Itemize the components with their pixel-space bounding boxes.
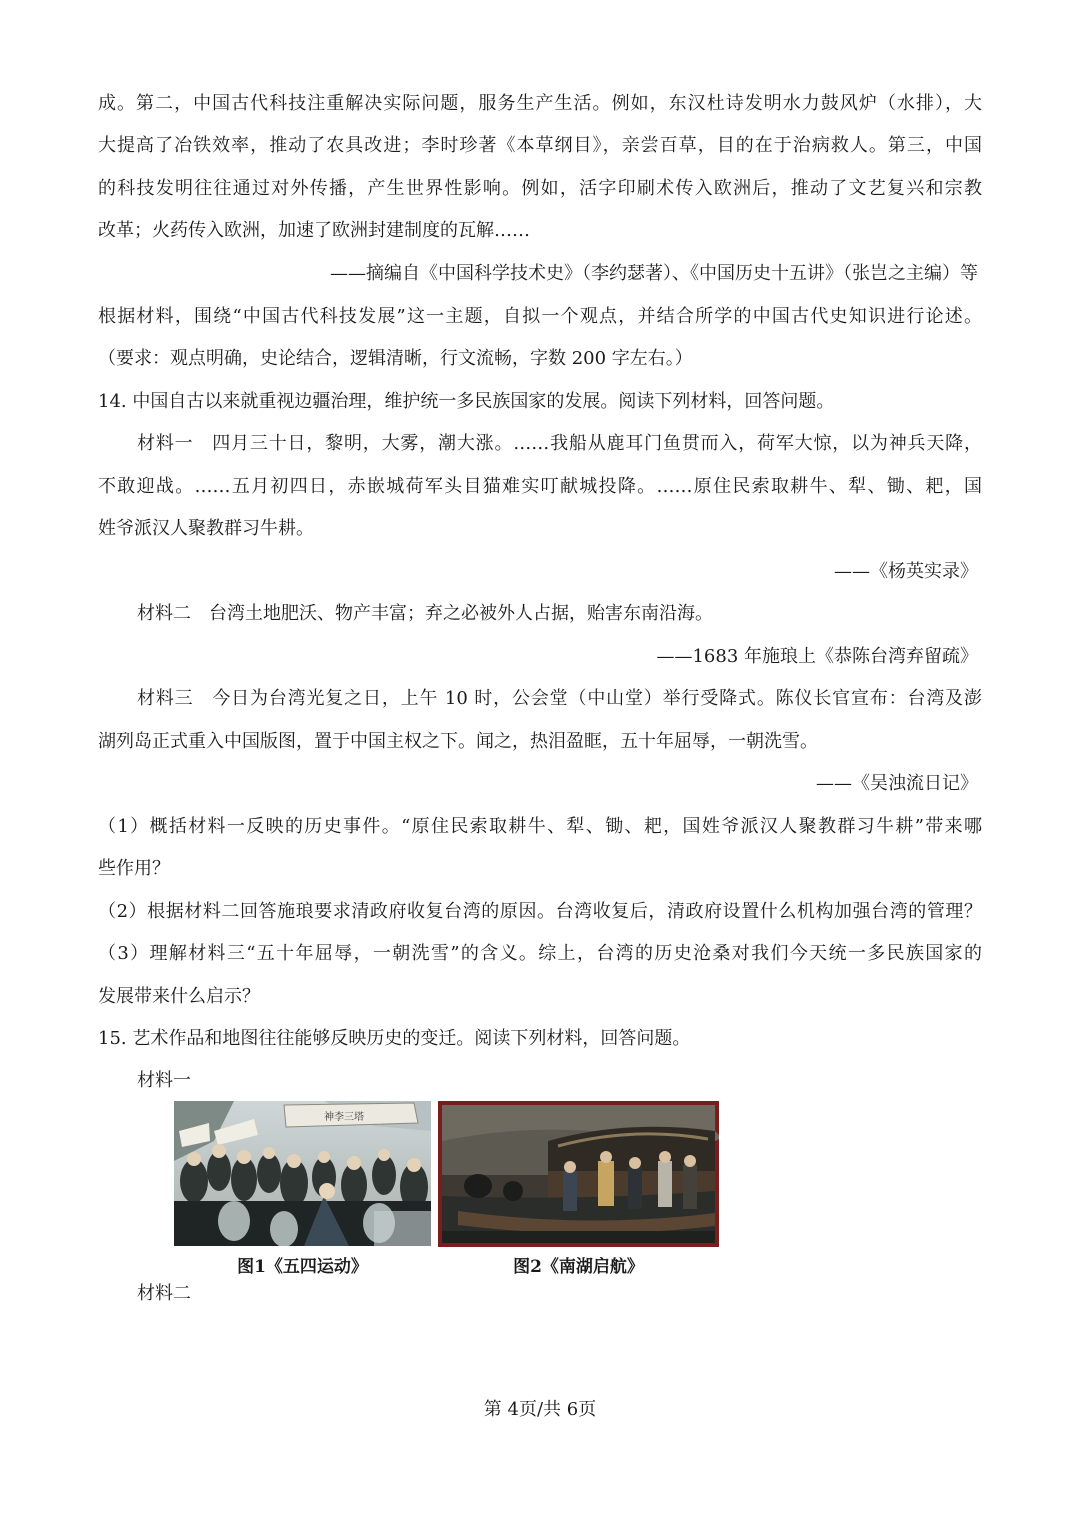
material-3: 材料三 今日为台湾光复之日，上午 10 时，公会堂（中山堂）举行受降式。陈仪长官宣布：台湾及澎	[137, 688, 982, 709]
material-2: 材料二 台湾土地肥沃、物产丰富；弃之必被外人占据，贻害东南沿海。	[137, 603, 713, 624]
figure-1-caption: 图1《五四运动》	[237, 1257, 368, 1277]
figure-2-caption: 图2《南湖启航》	[513, 1257, 644, 1277]
material-label: 材料二	[137, 1283, 191, 1304]
question-14-stem: 14. 中国自古以来就重视边疆治理，维护统一多民族国家的发展。阅读下列材料，回答问题。	[98, 391, 835, 412]
page-number: 第 4页/共 6页	[483, 1399, 597, 1420]
question-15-stem: 15. 艺术作品和地图往往能够反映历史的变迁。阅读下列材料，回答问题。	[98, 1028, 691, 1049]
paragraph-line: 大提高了冶铁效率，推动了农具改进；李时珍著《本草纲目》，亲尝百草，目的在于治病救人。第三，中国	[98, 135, 982, 156]
material-1-cont: 不敢迎战。……五月初四日，赤嵌城荷军头目猫难实叮献城投降。……原住民索取耕牛、犁、锄、耙，国	[98, 476, 982, 497]
sub-question-3: （3）理解材料三“五十年屈辱，一朝洗雪”的含义。综上，台湾的历史沧桑对我们今天统一多民族国家的	[98, 943, 982, 964]
paragraph-line: 成。第二，中国古代科技注重解决实际问题，服务生产生活。例如，东汉杜诗发明水力鼓风炉（水排），大	[98, 93, 982, 114]
may-fourth-painting	[174, 1101, 431, 1246]
citation: ——摘编自《中国科学技术史》（李约瑟著）、《中国历史十五讲》（张岂之主编）等	[330, 263, 978, 284]
sub-question-1: （1）概括材料一反映的历史事件。“原住民索取耕牛、犁、锄、耙，国姓爷派汉人聚教群习牛耕”带来哪	[98, 816, 982, 837]
material-label: 材料一	[137, 1070, 191, 1091]
material-1: 材料一 四月三十日，黎明，大雾，潮大涨。……我船从鹿耳门鱼贯而入，荷军大惊，以为神兵天降，	[137, 433, 982, 454]
question-requirement: （要求：观点明确，史论结合，逻辑清晰，行文流畅，字数 200 字左右。）	[98, 348, 693, 369]
sub-question-1-cont: 些作用？	[98, 858, 170, 879]
citation: ——《吴浊流日记》	[816, 773, 978, 794]
material-3-cont: 湖列岛正式重入中国版图，置于中国主权之下。闻之，热泪盈眶，五十年屈辱，一朝洗雪。	[98, 731, 818, 752]
question-text: 根据材料，围绕“中国古代科技发展”这一主题，自拟一个观点，并结合所学的中国古代史知识进行论述。	[98, 306, 982, 327]
sub-question-2: （2）根据材料二回答施琅要求清政府收复台湾的原因。台湾收复后，清政府设置什么机构加强台湾的管理？	[98, 901, 982, 922]
sub-question-3-cont: 发展带来什么启示？	[98, 986, 260, 1007]
nanhu-boat-painting	[438, 1101, 719, 1247]
paragraph-line: 改革；火药传入欧洲，加速了欧洲封建制度的瓦解……	[98, 220, 530, 241]
citation: ——1683 年施琅上《恭陈台湾弃留疏》	[656, 646, 978, 667]
citation: ——《杨英实录》	[834, 561, 978, 582]
material-1-cont: 姓爷派汉人聚教群习牛耕。	[98, 518, 314, 539]
paragraph-line: 的科技发明往往通过对外传播，产生世界性影响。例如，活字印刷术传入欧洲后，推动了文艺复兴和宗教	[98, 178, 982, 199]
banner-text: 神李三塔	[324, 1112, 364, 1123]
